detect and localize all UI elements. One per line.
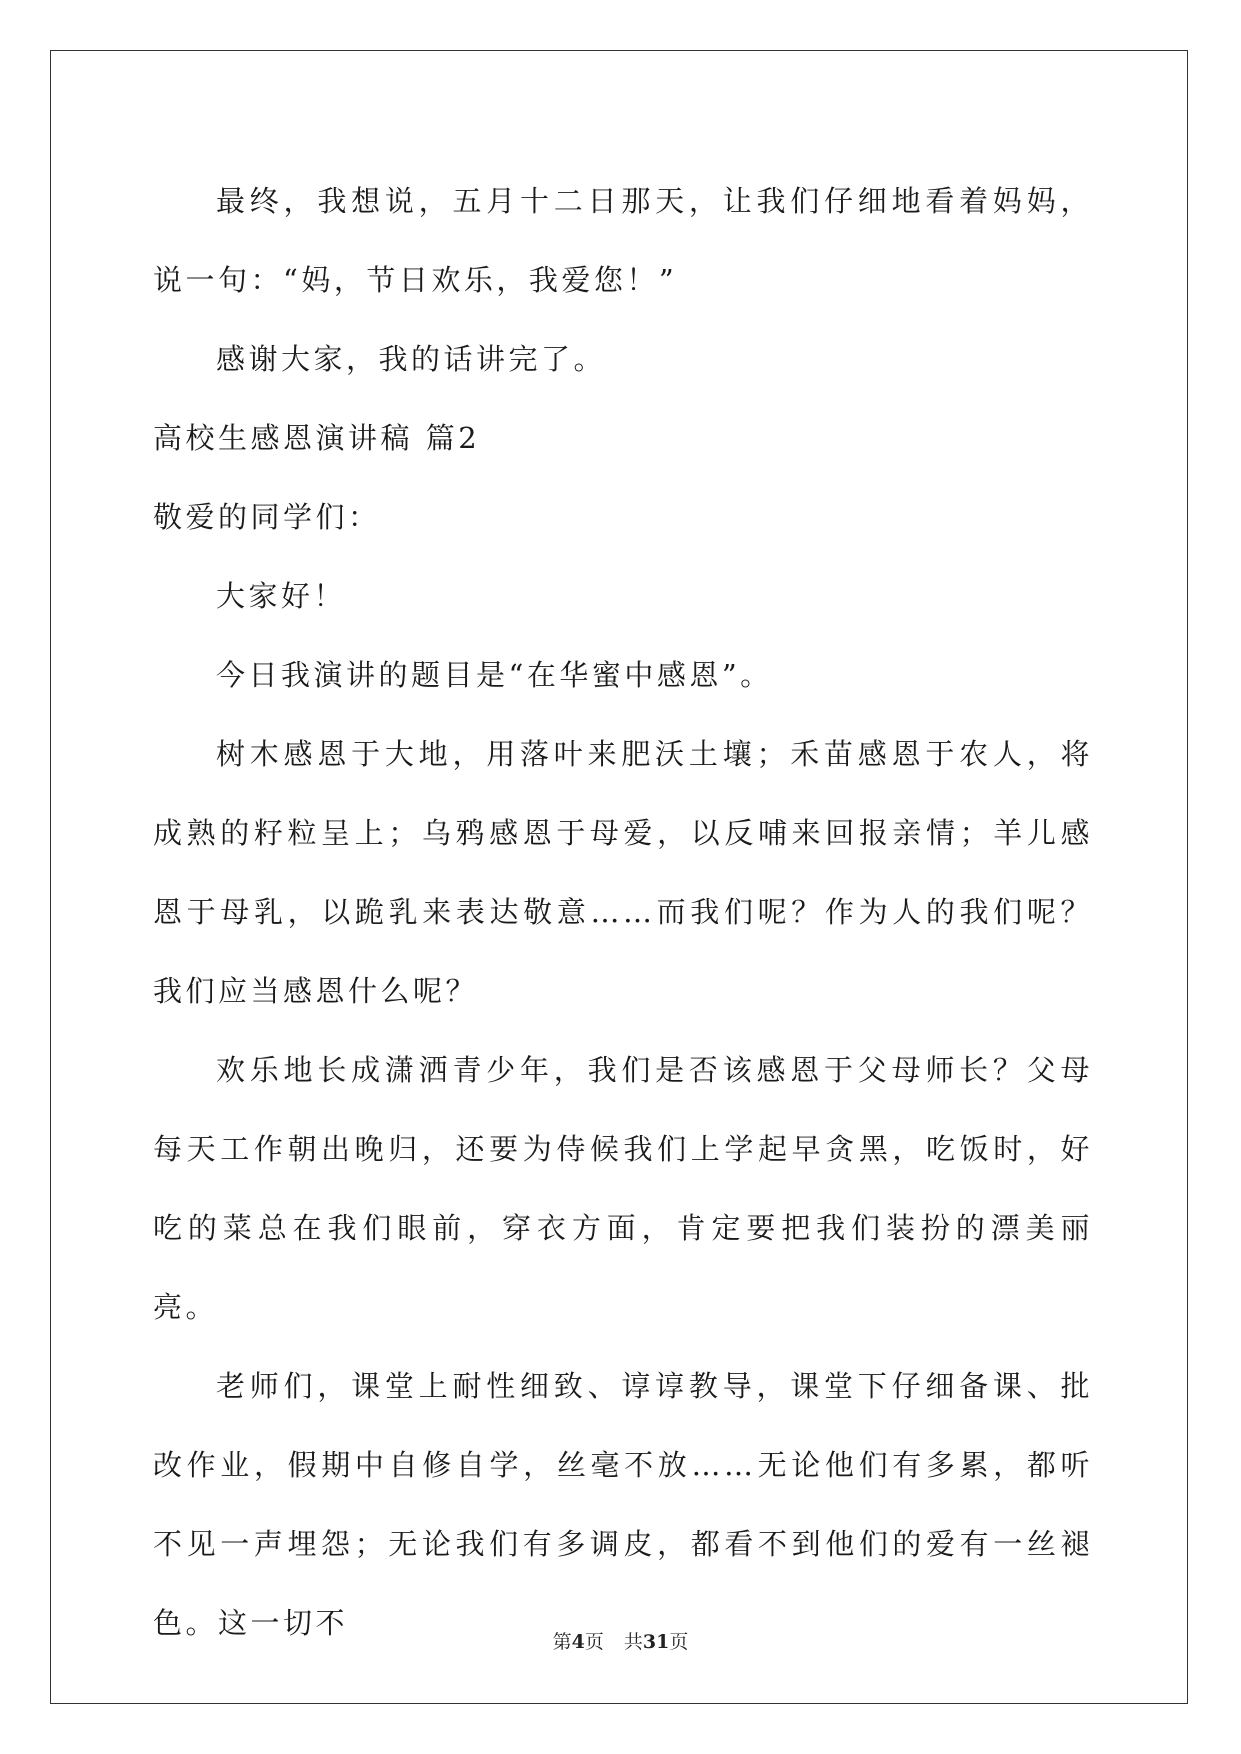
- paragraph-greeting: 大家好！: [216, 579, 347, 613]
- paragraph-nature-gratitude: 树木感恩于大地，用落叶来肥沃土壤；禾苗感恩于农人，将成熟的籽粒呈上；乌鸦感恩于母爱，以反哺来回报亲情；羊儿感恩于母乳，以跪乳来表达敬意……而我们呢？作为人的我们呢？我们应当感恩什么呢？: [153, 737, 1093, 1008]
- footer-total-suffix: 页: [669, 1631, 689, 1653]
- salutation: 敬爱的同学们：: [153, 500, 381, 534]
- footer-total-prefix: 共: [623, 1631, 643, 1653]
- total-pages-number: 31: [642, 1631, 670, 1653]
- paragraph-teachers: 老师们，课堂上耐性细致、谆谆教导，课堂下仔细备课、批改作业，假期中自修自学，丝毫不放……无论他们有多累，都听不见一声埋怨；无论我们有多调皮，都看不到他们的爱有一丝褪色。这一切不: [153, 1369, 1093, 1640]
- paragraph-thanks: 感谢大家，我的话讲完了。: [216, 342, 607, 376]
- paragraph-parents: 欢乐地长成潇洒青少年，我们是否该感恩于父母师长？父母每天工作朝出晚归，还要为侍候我们上学起早贪黑，吃饭时，好吃的菜总在我们眼前，穿衣方面，肯定要把我们装扮的漂美丽亮。: [153, 1053, 1093, 1324]
- paragraph-closing-wish: 最终，我想说，五月十二日那天，让我们仔细地看着妈妈，说一句：“妈，节日欢乐，我爱您！”: [153, 184, 1093, 297]
- footer-page-word: 页: [584, 1631, 604, 1653]
- paragraph-topic: 今日我演讲的题目是“在华蜜中感恩”。: [216, 658, 773, 692]
- section-heading: 高校生感恩演讲稿 篇2: [153, 421, 481, 455]
- footer-prefix: 第: [552, 1631, 572, 1653]
- document-body: [153, 162, 1093, 1663]
- page-footer: [0, 1627, 1241, 1654]
- current-page-number: 4: [571, 1631, 585, 1653]
